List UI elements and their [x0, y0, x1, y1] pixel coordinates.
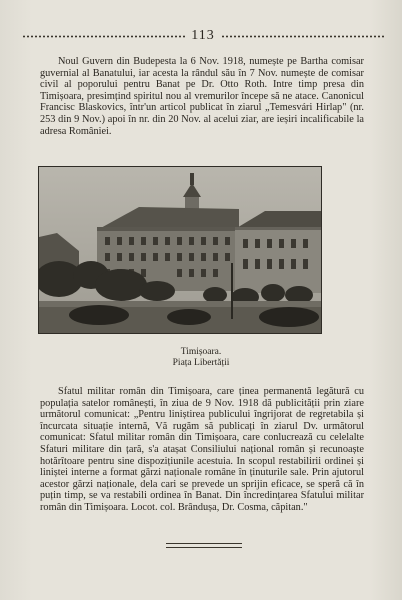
paragraph-1 [40, 56, 364, 137]
paragraph-1-text: Noul Guvern din Budepesta la 6 Nov. 1918, numește pe Bartha comisar guvernial al Banatului, iar acesta la rândul său în 7 Nov. numește de comisar civil al poporului pentru Banat pe Dr. Otto Roth. Intre timp presa din Timișoara, presimțind spiritul nou al vremurilor începe să ne atace. Canonicul Francisc Blaskovics, într'un articol publicat în ziarul „Temesvári Hirlap" (nr. 253 din 9 Nov.) apoi în nr. din 20 Nov. al acelui ziar, are ieșiri incalificabile la adresa României. [40, 56, 364, 137]
photo-timisoara-piata-libertatii [38, 166, 322, 334]
paragraph-2-text: Sfatul militar român din Timișoara, care ținea permanentă legătură cu populația satelor românești, în ziua de 9 Nov. 1918 dă publicității prin ziare următorul comunicat: „Pentru liniștirea publicului îngrijorat de regretabila și încurcata situație internă, Vă rugăm să publicați în ziarul Dv. următorul comunicat: Sfatul militar român din Timișoara, care conlucrează cu celelalte Sfaturi militare din țară, s'a atașat Consiliului național român și recunoaște hotărîtoare pentru sine dispozițiunile acestuia. In scopul restabilirii ordinei și liniștei interne a format gărzi naționale române în ținuturile sale. Prin ajutorul acestor gărzi naționale, dela cari se prevede un sprijin eficace, se speră că în puțin timp, se va restabili ordinea în Banat. Din încredințarea Sfatului militar român din Timișoara. Locot. col. Brândușa, Dr. Cosma, căpitan." [40, 386, 364, 513]
photo-caption-subtitle: Piața Libertății [172, 358, 230, 368]
photo-illustration [39, 167, 321, 333]
paragraph-2 [40, 386, 364, 514]
end-rule [166, 543, 242, 548]
header-dotted-rule-left [22, 35, 185, 38]
page-number: 113 [191, 28, 215, 43]
page-header [22, 28, 384, 44]
header-dotted-rule-right [221, 35, 384, 38]
photo-caption-title: Timișoara. [180, 347, 222, 357]
